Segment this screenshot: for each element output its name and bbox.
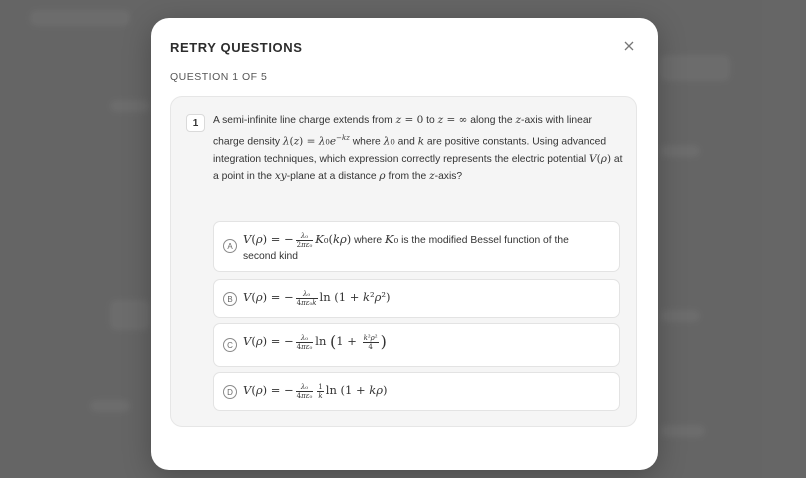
option-letter-d: D <box>223 385 237 399</box>
option-c[interactable] <box>213 323 620 367</box>
question-number-badge: 1 <box>186 114 205 132</box>
question-card <box>170 96 637 427</box>
retry-questions-modal <box>151 18 658 470</box>
option-b[interactable] <box>213 279 620 318</box>
question-text: A semi-infinite line charge extends from z = 0 to z = ∞ along the z-axis with linear charge density $\lambda(z) = \lambda 0e^{-kz}$ where λ0 and k are positive constants. Using advanced integration techniques, which expression correctly represents the electric potential V(ρ) at a point in the xy-plane at a distance ρ from the z-axis? <box>213 114 623 183</box>
option-b-text: V(ρ) = − $\frac{\text{λ₀}}{\text{4πε₀k}}$ ln (1 + k²ρ²) <box>243 289 391 307</box>
modal-title: RETRY QUESTIONS <box>170 40 303 55</box>
close-icon <box>624 41 634 51</box>
option-a[interactable] <box>213 221 620 272</box>
option-letter-c: C <box>223 338 237 352</box>
option-letter-b: B <box>223 292 237 306</box>
option-a-text: V(ρ) = − $\frac{\text{λ₀}}{\text{2πε₀}}$ K₀(kρ) where K₀ is the modified Bessel function of the second kind <box>243 231 569 262</box>
option-letter-a: A <box>223 239 237 253</box>
option-c-text: V(ρ) = − $\frac{\text{λ₀}}{\text{4πε₀}}$ ln (1 + $\frac{\text{k²ρ²}}{4}$ ) <box>243 332 387 351</box>
question-counter: QUESTION 1 OF 5 <box>170 71 268 83</box>
option-d[interactable] <box>213 372 620 411</box>
close-button[interactable] <box>622 39 636 53</box>
option-d-text: V(ρ) = − $\frac{\text{λ₀}}{\text{4πε₀}}$ $\frac{1}{k}$ ln (1 + kρ) <box>243 382 388 400</box>
